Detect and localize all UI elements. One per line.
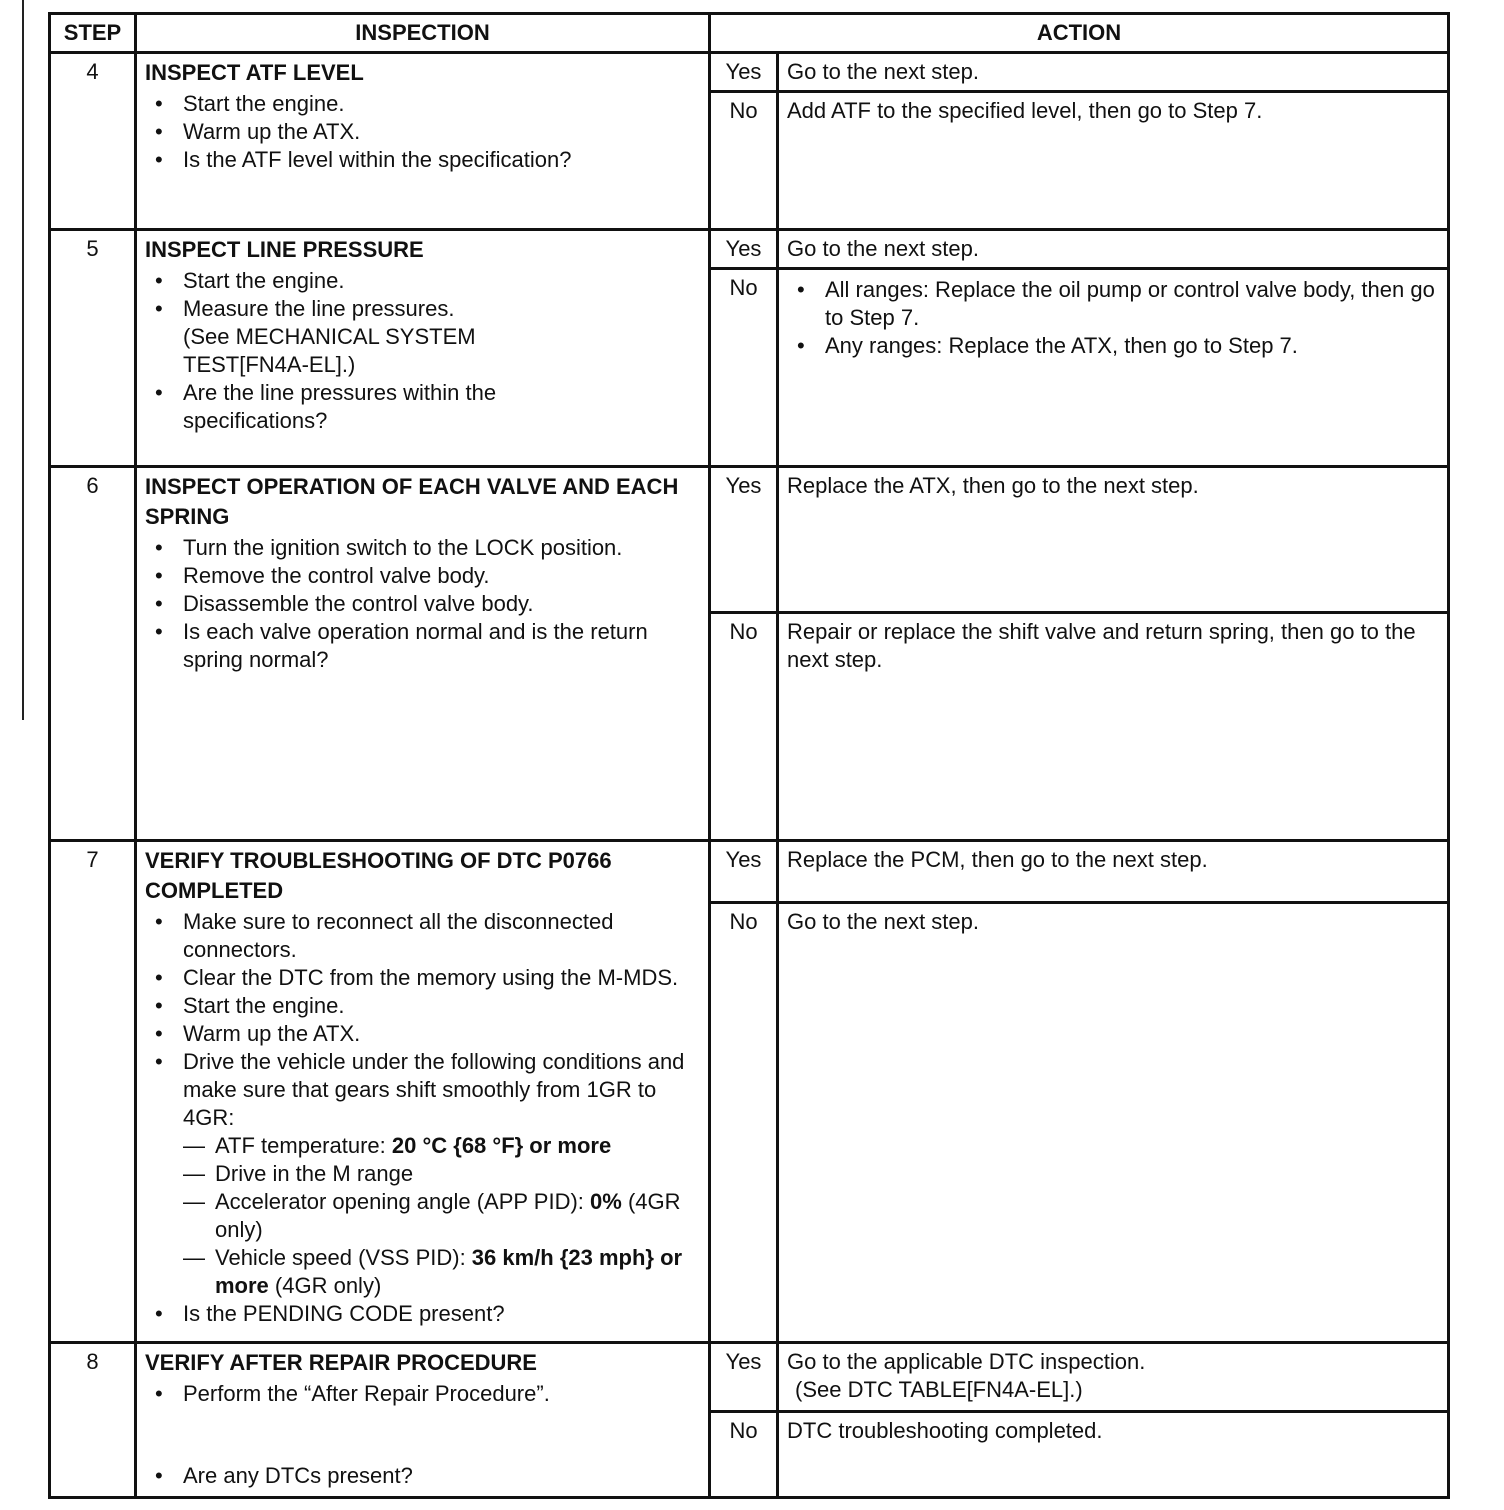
step-number: 5	[50, 230, 136, 467]
condition-value: 20 °C {68 °F} or more	[391, 1133, 612, 1158]
no-action: Go to the next step.	[778, 903, 1449, 1343]
condition-value: 0%	[590, 1189, 622, 1214]
bullet-list	[145, 90, 700, 174]
header-step: STEP	[50, 14, 136, 53]
step-title: INSPECT ATF LEVEL	[145, 60, 364, 85]
list-item: • Are any DTCs present?	[183, 1462, 700, 1490]
step-number: 7	[50, 841, 136, 1343]
no-label: No	[710, 613, 778, 841]
reference-note: (See DTC TABLE[FN4A-EL].)	[795, 1377, 1083, 1402]
no-label: No	[710, 903, 778, 1343]
yes-action: Go to the next step.	[778, 230, 1449, 269]
list-item	[183, 1048, 700, 1300]
step-number: 4	[50, 53, 136, 230]
list-item: • Start the engine.	[183, 992, 700, 1020]
condition-suffix: (4GR only)	[215, 1189, 681, 1242]
step-title: INSPECT LINE PRESSURE	[145, 237, 424, 262]
condition-list	[183, 1132, 700, 1300]
inspection-cell	[136, 467, 710, 841]
inspection-cell	[136, 230, 710, 467]
no-label: No	[710, 1411, 778, 1497]
yes-action-text: Go to the applicable DTC inspection.	[787, 1349, 1146, 1374]
yes-label: Yes	[710, 53, 778, 92]
yes-label: Yes	[710, 841, 778, 903]
bullet-list	[145, 267, 700, 435]
list-item: • Warm up the ATX.	[183, 118, 700, 146]
step-number: 8	[50, 1343, 136, 1498]
yes-label: Yes	[710, 467, 778, 613]
yes-label: Yes	[710, 1343, 778, 1412]
no-label: No	[710, 269, 778, 467]
yes-action: Replace the ATX, then go to the next step.	[778, 467, 1449, 613]
list-item: • Is the ATF level within the specification?	[183, 146, 700, 174]
no-action: DTC troubleshooting completed.	[778, 1411, 1449, 1497]
list-item	[183, 295, 700, 379]
bullet-list	[145, 1380, 700, 1490]
list-item: • All ranges: Replace the oil pump or control valve body, then go to Step 7.	[825, 276, 1439, 332]
margin-rule	[22, 0, 24, 720]
list-item: • Start the engine.	[183, 267, 700, 295]
condition-label: Vehicle speed (VSS PID):	[215, 1245, 472, 1270]
list-item: • Is each valve operation normal and is the return spring normal?	[183, 618, 653, 674]
condition-item	[215, 1160, 700, 1188]
list-item: • Are the line pressures within the specifications?	[183, 379, 563, 435]
table-header-row	[50, 14, 1449, 53]
yes-action: Go to the next step.	[778, 53, 1449, 92]
bullet-list	[787, 276, 1439, 360]
no-action: Add ATF to the specified level, then go to Step 7.	[778, 92, 1449, 230]
no-action: Repair or replace the shift valve and return spring, then go to the next step.	[778, 613, 1449, 841]
bullet-list	[145, 908, 700, 1328]
condition-item	[215, 1188, 700, 1244]
step-number: 6	[50, 467, 136, 841]
no-action	[778, 269, 1449, 467]
list-item: • Turn the ignition switch to the LOCK position.	[183, 534, 700, 562]
condition-value: 36 km/h {23 mph} or more	[215, 1245, 683, 1298]
list-item: • Any ranges: Replace the ATX, then go to Step 7.	[825, 332, 1439, 360]
reference-note: (See MECHANICAL SYSTEM TEST[FN4A-EL].)	[183, 324, 476, 377]
yes-action	[778, 1343, 1449, 1412]
list-item: • Make sure to reconnect all the disconnected connectors.	[183, 908, 700, 964]
condition-label: ATF temperature:	[215, 1133, 392, 1158]
bullet-list	[145, 534, 700, 674]
list-item: • Disassemble the control valve body.	[183, 590, 700, 618]
inspection-cell	[136, 1343, 710, 1498]
step-title: VERIFY AFTER REPAIR PROCEDURE	[145, 1350, 537, 1375]
list-item-text: Measure the line pressures.	[183, 296, 455, 321]
inspection-cell	[136, 53, 710, 230]
step-title: INSPECT OPERATION OF EACH VALVE AND EACH SPRING	[145, 474, 679, 529]
condition-label: Drive in the M range	[215, 1161, 414, 1186]
list-item-text: Drive the vehicle under the following conditions and make sure that gears shift smoothly from 1GR to 4GR:	[183, 1049, 685, 1130]
step-title: VERIFY TROUBLESHOOTING OF DTC P0766 COMPLETED	[145, 848, 612, 903]
list-item: • Start the engine.	[183, 90, 700, 118]
table-row	[50, 841, 1449, 903]
condition-label: Accelerator opening angle (APP PID):	[215, 1189, 591, 1214]
no-label: No	[710, 92, 778, 230]
condition-suffix: (4GR only)	[268, 1273, 382, 1298]
table-row	[50, 467, 1449, 613]
condition-item	[215, 1132, 700, 1160]
inspection-cell	[136, 841, 710, 1343]
list-item: • Clear the DTC from the memory using the M-MDS.	[183, 964, 700, 992]
diagnostic-procedure-table	[48, 12, 1450, 1499]
list-item: • Warm up the ATX.	[183, 1020, 700, 1048]
header-inspection: INSPECTION	[136, 14, 710, 53]
condition-item	[215, 1244, 700, 1300]
list-item: • Perform the “After Repair Procedure”.	[183, 1380, 700, 1408]
table-row	[50, 1343, 1449, 1412]
yes-label: Yes	[710, 230, 778, 269]
header-action: ACTION	[710, 14, 1449, 53]
table-row	[50, 53, 1449, 92]
list-item: • Is the PENDING CODE present?	[183, 1300, 700, 1328]
list-item: • Remove the control valve body.	[183, 562, 700, 590]
table-row	[50, 230, 1449, 269]
yes-action: Replace the PCM, then go to the next step.	[778, 841, 1449, 903]
